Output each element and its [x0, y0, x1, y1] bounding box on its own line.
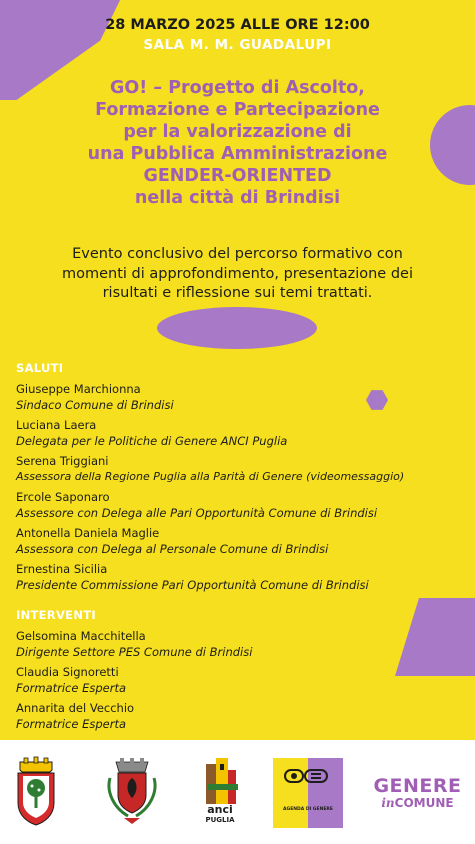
in-comune-wordmark — [370, 796, 465, 810]
speaker-name: Ercole Saponaro — [16, 490, 110, 504]
speaker-entry — [16, 561, 466, 593]
speaker-role: Formatrice Esperta — [16, 681, 127, 695]
title-line: una Pubblica Amministrazione — [87, 144, 388, 164]
speaker-role: Delegata per le Politiche di Genere ANCI Puglia — [16, 434, 288, 448]
speaker-entry — [16, 453, 466, 485]
speaker-role: Assessora della Regione Puglia alla Parità di Genere (videomessaggio) — [16, 470, 405, 483]
title-line: GO! – Progetto di Ascolto, — [110, 78, 365, 98]
speaker-name: Serena Triggiani — [16, 454, 109, 468]
speaker-name: Gelsomina Macchitella — [16, 629, 146, 643]
speaker-entry — [16, 417, 466, 449]
speaker-entry — [16, 525, 466, 557]
speaker-name: Antonella Daniela Maglie — [16, 526, 160, 540]
in-word: in — [381, 796, 395, 810]
description-line: momenti di approfondimento, presentazione dei — [61, 265, 413, 282]
comune-word: COMUNE — [394, 796, 454, 810]
event-title — [0, 77, 475, 209]
event-venue: SALA M. M. GUADALUPI — [143, 37, 332, 53]
decorative-ellipse — [157, 307, 317, 349]
description-line: risultati e riflessione sui temi trattati. — [102, 285, 373, 301]
anci-wordmark: anci — [207, 803, 233, 816]
speaker-name: Luciana Laera — [16, 418, 97, 432]
speaker-name: Ernestina Sicilia — [16, 562, 108, 576]
comune-brindisi-crest-icon — [104, 758, 160, 834]
speaker-name: Claudia Signoretti — [16, 665, 119, 679]
genere-wordmark: GENERE — [373, 775, 462, 797]
title-line: GENDER-ORIENTED — [143, 166, 332, 186]
speaker-entry — [16, 489, 466, 521]
speaker-role: Assessore con Delega alle Pari Opportunità Comune di Brindisi — [16, 506, 378, 520]
title-line: nella città di Brindisi — [134, 188, 341, 208]
speaker-role: Sindaco Comune di Brindisi — [16, 398, 174, 412]
speaker-entry — [16, 381, 466, 413]
interventi-heading: INTERVENTI — [16, 608, 96, 622]
speaker-entry — [16, 628, 466, 660]
agenda-label: AGENDA DI GENERE — [283, 807, 333, 812]
anci-region: PUGLIA — [205, 816, 235, 824]
event-date: 28 MARZO 2025 ALLE ORE 12:00 — [105, 17, 370, 33]
regione-puglia-shield-icon — [14, 756, 58, 832]
saluti-heading: SALUTI — [16, 361, 64, 375]
speaker-name: Annarita del Vecchio — [16, 701, 135, 715]
description-line: Evento conclusivo del percorso formativo con — [72, 246, 403, 262]
anci-puglia-logo — [202, 758, 238, 830]
speaker-role: Dirigente Settore PES Comune di Brindisi — [16, 645, 253, 659]
speaker-name: Giuseppe Marchionna — [16, 382, 141, 396]
speaker-entry — [16, 664, 466, 696]
speaker-role: Presidente Commissione Pari Opportunità Comune di Brindisi — [16, 578, 369, 592]
speaker-role: Assessora con Delega al Personale Comune di Brindisi — [16, 542, 329, 556]
agenda-di-genere-logo — [273, 758, 343, 828]
title-line: Formazione e Partecipazione — [95, 100, 380, 120]
genere-in-comune-logo — [370, 776, 465, 810]
speaker-role: Formatrice Esperta — [16, 717, 127, 731]
event-description — [0, 245, 475, 304]
title-line: per la valorizzazione di — [123, 122, 352, 142]
speaker-entry — [16, 700, 466, 732]
